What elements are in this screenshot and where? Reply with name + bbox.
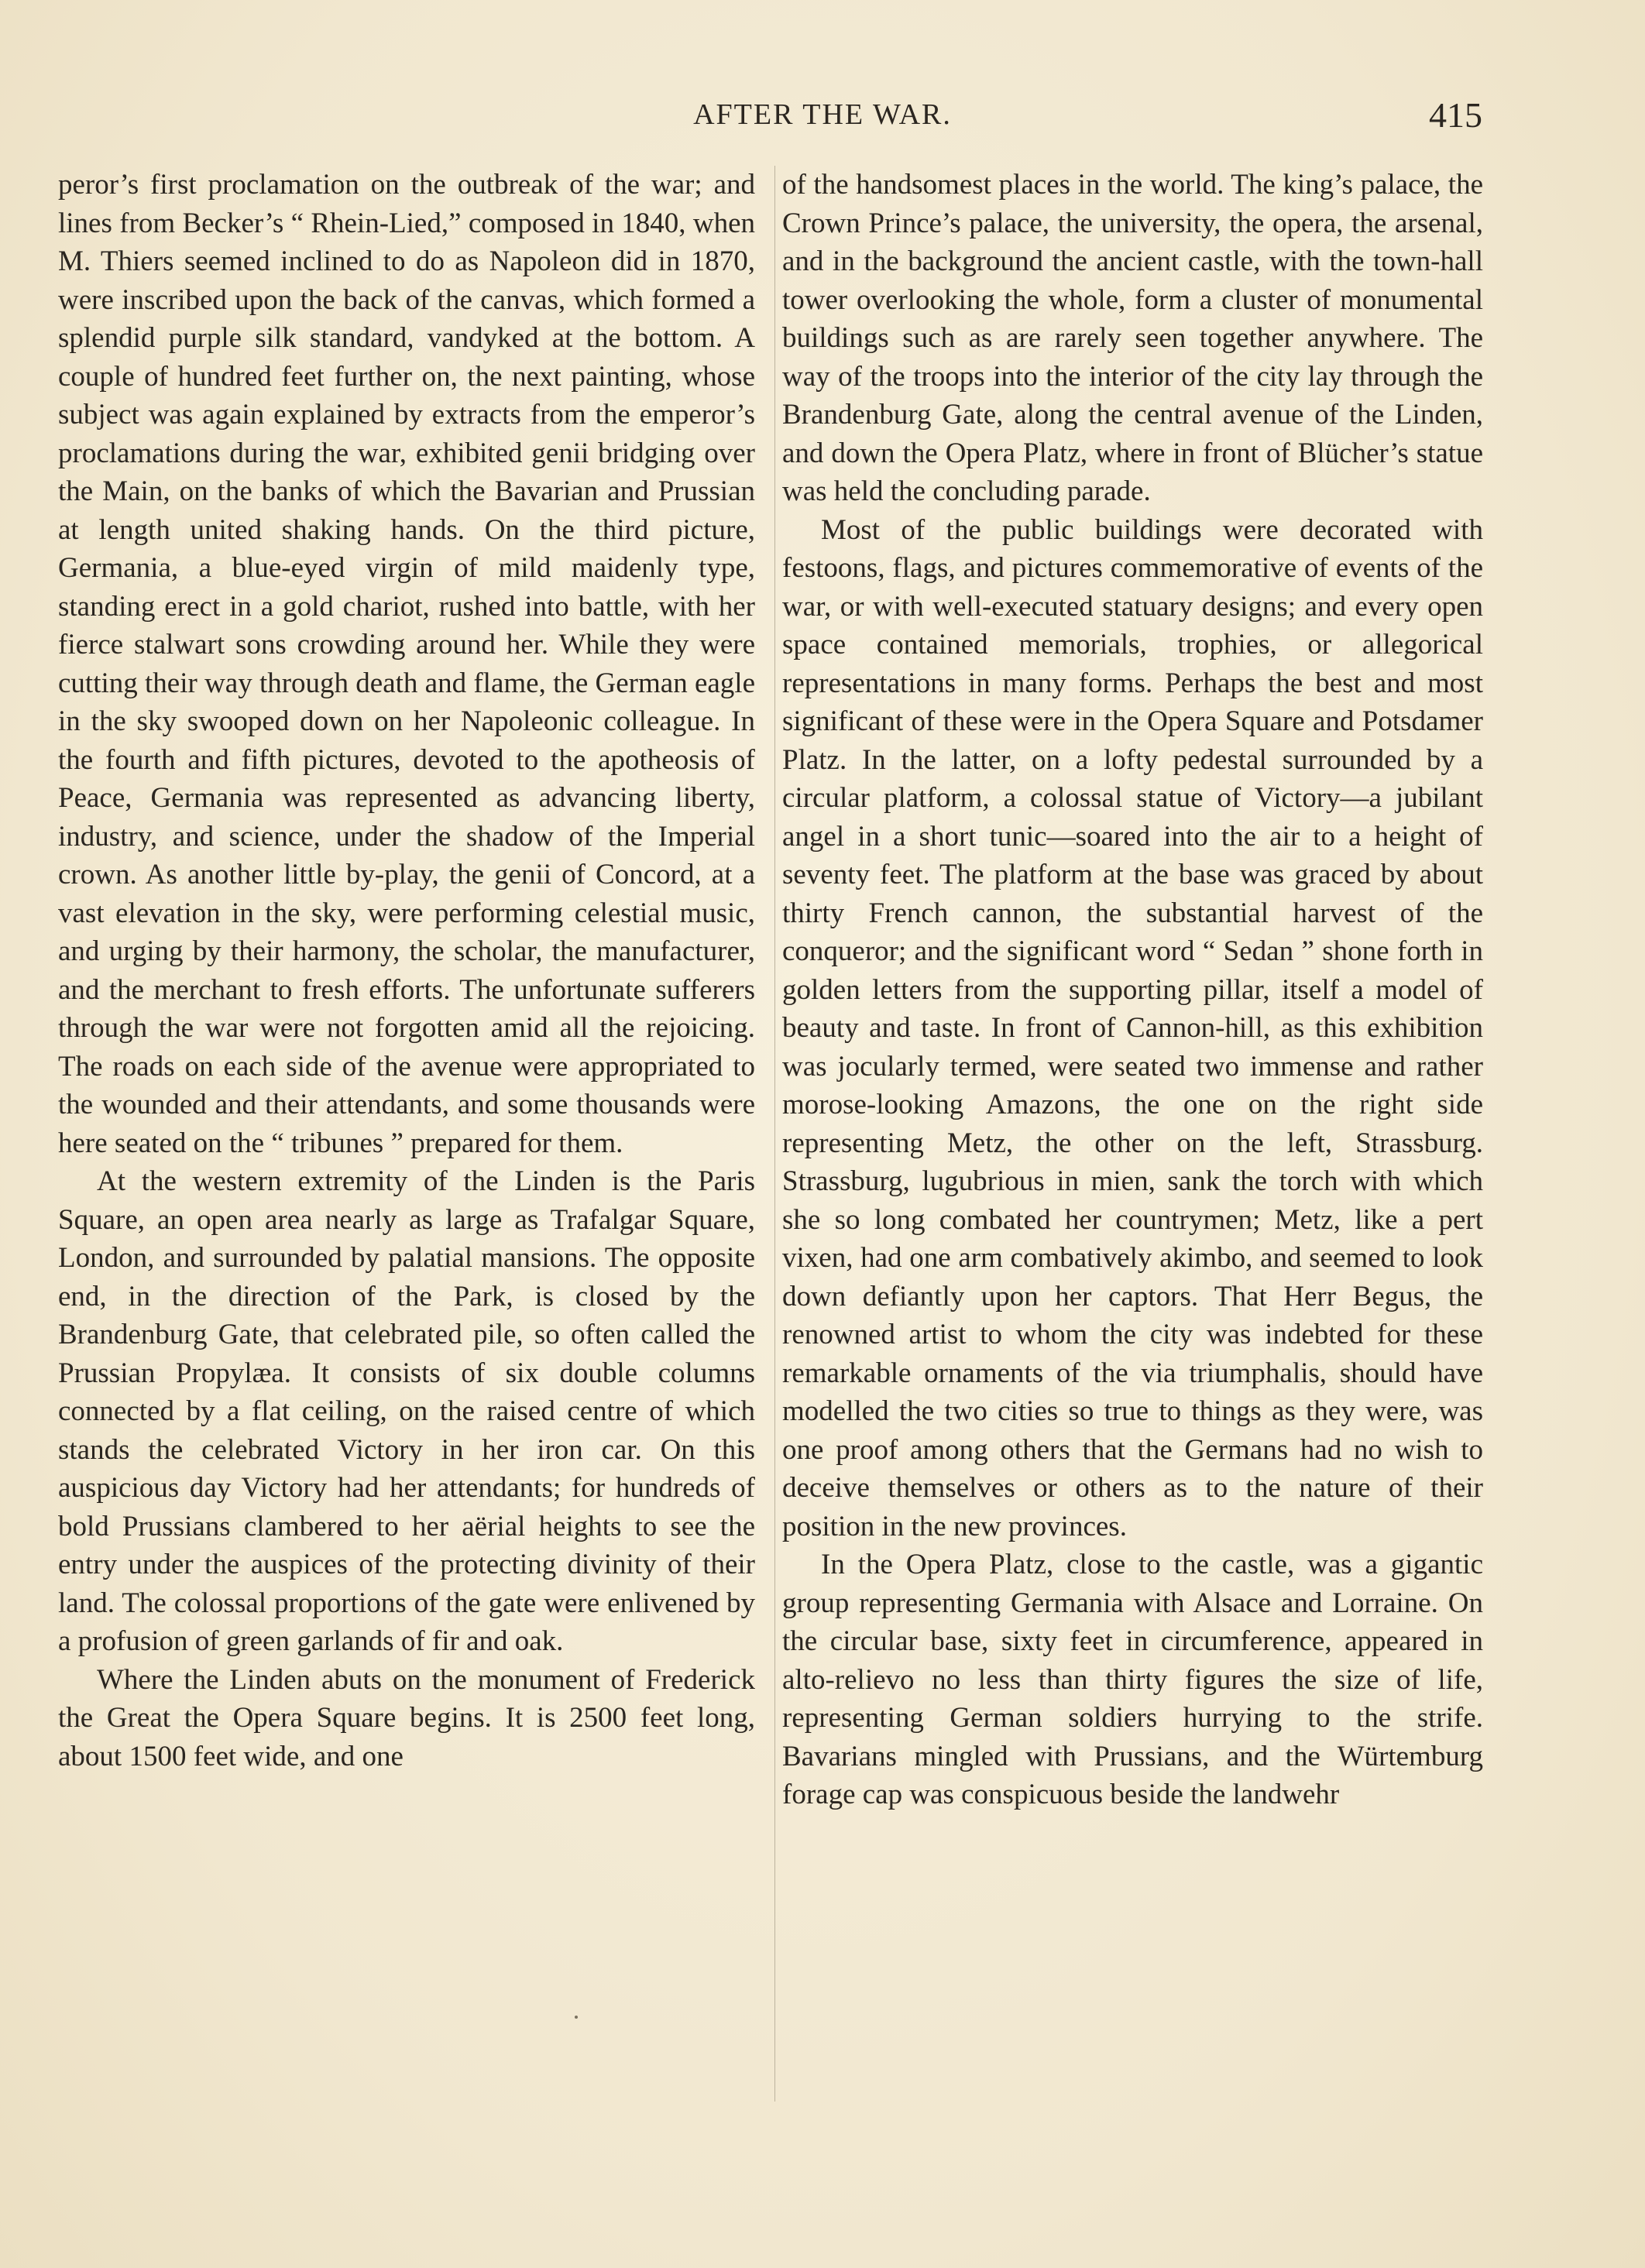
print-speck <box>575 2016 578 2019</box>
paragraph: Where the Linden abuts on the monument of Frederick the Great the Opera Square begins. It is 2500 feet long, about 1500 feet wide, and one <box>58 1663 755 1772</box>
column-divider <box>774 166 775 2102</box>
running-title: AFTER THE WAR. <box>693 98 952 131</box>
paragraph: peror’s first proclamation on the outbreak of the war; and lines from Becker’s “ Rhein-Lied,” composed in 1840, when M. Thiers seemed inclined to do as Napoleon did in 1870, were inscribed upon the back of the canvas, which formed a splendid purple silk standard, vandyked at the bottom. A couple of hundred feet further on, the next painting, whose subject was again explained by extracts from the emperor’s proclamations during the war, exhibited genii bridging over the Main, on the banks of which the Bavarian and Prussian at length united shaking hands. On the third picture, Germania, a blue-eyed virgin of mild maidenly type, standing erect in a gold chariot, rushed into battle, with her fierce stalwart sons crowding around her. While they were cutting their way through death and flame, the German eagle in the sky swooped down on her Napoleonic colleague. In the fourth and fifth pictures, devoted to the apotheosis of Peace, Germania was represented as advancing liberty, industry, and science, under the shadow of the Imperial crown. As another little by-play, the genii of Concord, at a vast elevation in the sky, were performing celestial music, and urging by their harmony, the scholar, the manufacturer, and the merchant to fresh efforts. The unfortunate sufferers through the war were not forgotten amid all the rejoicing. The roads on each side of the avenue were appropriated to the wounded and their attendants, and some thousands were here seated on the “ tribunes ” prepared for them. <box>58 169 755 1159</box>
paragraph: Most of the public buildings were decorated with festoons, flags, and pictures commemorative of events of the war, or with well-executed statuary designs; and every open space contained memorials, trophies, or allegorical representations in many forms. Perhaps the best and most significant of these were in the Opera Square and Potsdamer Platz. In the latter, on a lofty pedestal surrounded by a circular platform, a colossal statue of Victory—a jubilant angel in a short tunic—soared into the air to a height of seventy feet. The platform at the base was graced by about thirty French cannon, the substantial harvest of the conqueror; and the significant word “ Sedan ” shone forth in golden letters from the supporting pillar, itself a model of beauty and taste. In front of Cannon-hill, as this exhibition was jocularly termed, were seated two immense and rather morose-looking Amazons, the one on the right side representing Metz, the other on the left, Strassburg. Strassburg, lugubrious in mien, sank the torch with which she so long combated her countrymen; Metz, like a pert vixen, had one arm combatively akimbo, and seemed to look down defiantly upon her captors. That Herr Begus, the renowned artist to whom the city was indebted for these remarkable ornaments of the via triumphalis, should have modelled the two cities so true to things as they were, was one proof among others that the Germans had no wish to deceive themselves or others as to the nature of their position in the new provinces. <box>782 513 1483 1542</box>
paragraph: of the handsomest places in the world. The king’s palace, the Crown Prince’s palace, the university, the opera, the arsenal, and in the background the ancient castle, with the town-hall tower overlooking the whole, form a cluster of monumental buildings such as are rarely seen together anywhere. The way of the troops into the interior of the city lay through the Brandenburg Gate, along the central avenue of the Linden, and down the Opera Platz, where in front of Blücher’s statue was held the concluding parade. <box>782 169 1483 507</box>
paragraph: At the western extremity of the Linden is the Paris Square, an open area nearly as large as Trafalgar Square, London, and surrounded by palatial mansions. The opposite end, in the direction of the Park, is closed by the Brandenburg Gate, that celebrated pile, so often called the Prussian Propylæa. It consists of six double columns connected by a flat ceiling, on the raised centre of which stands the celebrated Victory in her iron car. On this auspicious day Victory had her attendants; for hundreds of bold Prussians clambered to her aërial heights to see the entry under the auspices of the protecting divinity of their land. The colossal proportions of the gate were enlivened by a profusion of green garlands of fir and oak. <box>58 1165 755 1657</box>
page-number: 415 <box>1429 95 1482 135</box>
right-column <box>782 166 1483 1814</box>
running-head <box>0 95 1645 144</box>
left-column <box>58 166 755 1776</box>
paragraph: In the Opera Platz, close to the castle, was a gigantic group representing Germania with Alsace and Lorraine. On the circular base, sixty feet in circumference, appeared in alto-relievo no less than thirty figures the size of life, representing German soldiers hurrying to the strife. Bavarians mingled with Prussians, and the Würtemburg forage cap was conspicuous beside the landwehr <box>782 1549 1483 1810</box>
